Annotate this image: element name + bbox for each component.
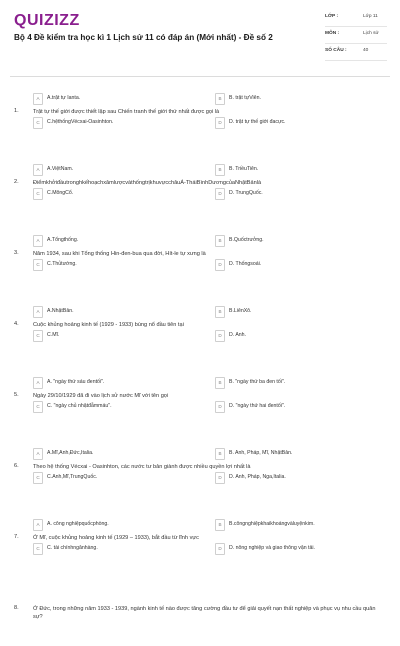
option-letter-box: A <box>33 235 43 247</box>
option-text: B.côngnghiệpkhaikhoángvàluyệnkim. <box>229 521 315 527</box>
question-text: ĐiểmkhởiđầutronghkếhoạchxâmlượcvàthốngtrịkhuvựcchâuÁ-TháiBìnhDươngcủaNhậtBảnlà <box>33 180 262 186</box>
meta-row-class <box>325 12 387 27</box>
option-letter-box: B <box>215 164 225 176</box>
option-letter-box: C <box>33 259 43 271</box>
option-letter-box: A <box>33 306 43 318</box>
document-title: Bộ 4 Đề kiểm tra học kì 1 Lịch sử 11 có đáp án (Mới nhất) - Đề số 2 <box>14 33 273 42</box>
option-text: B. TriềuTiên. <box>229 166 259 172</box>
option-text: D. "ngày thứ hai đentối". <box>229 403 286 409</box>
option-letter-box: A <box>33 377 43 389</box>
option-letter-box: C <box>33 188 43 200</box>
question-text: Ở Mĩ, cuộc khủng hoảng kinh tế (1929 – 1933), bắt đầu từ lĩnh vực <box>33 535 199 541</box>
option-text: B.Quốctrưởng. <box>229 237 264 243</box>
option-letter-box: A <box>33 164 43 176</box>
option-text: B. trật tựViên. <box>229 95 261 101</box>
option-letter-box: B <box>215 235 225 247</box>
meta-info <box>325 12 387 63</box>
question-number: 4. <box>14 321 19 327</box>
option-text: D. Anh. <box>229 332 247 338</box>
option-text: B.LiênXô. <box>229 308 252 314</box>
question-item <box>0 291 400 362</box>
option-text: C. "ngày chủ nhậtđẫmmáu". <box>47 403 112 409</box>
question-number: 5. <box>14 392 19 398</box>
option-letter-box: D <box>215 330 225 342</box>
option-text: B. "ngày thứ ba đen tối". <box>229 379 286 385</box>
option-text: C.hệthốngVécxai-Oasinhton. <box>47 119 114 125</box>
meta-key: MÔN : <box>325 31 340 36</box>
option-letter-box: C <box>33 543 43 555</box>
question-text: Cuộc khủng hoảng kinh tế (1929 - 1933) bùng nổ đầu tiên tại <box>33 322 184 328</box>
option-text: A. "ngày thứ sáu đentối". <box>47 379 105 385</box>
meta-row-subject <box>325 29 387 44</box>
question-number: 3. <box>14 250 19 256</box>
question-text: Năm 1934, sau khi Tổng thống Hin-đen-bua qua đời, Hít-le tự xưng là <box>33 251 206 257</box>
option-letter-box: B <box>215 377 225 389</box>
meta-value: Lịch sử <box>363 31 379 36</box>
option-letter-box: A <box>33 93 43 105</box>
option-letter-box: C <box>33 330 43 342</box>
option-text: A. công nghiệpquốcphòng. <box>47 521 109 527</box>
option-text: A.ViệtNam. <box>47 166 74 172</box>
option-letter-box: A <box>33 519 43 531</box>
question-text: Ngày 29/10/1929 đã đi vào lịch sử nước Mĩ với tên gọi <box>33 393 169 399</box>
question-item <box>0 78 400 149</box>
option-text: D. trật tự thế giới đacực. <box>229 119 286 125</box>
option-text: A.Tổngthống. <box>47 237 79 243</box>
option-text: D. nông nghiệp và giao thông vận tải. <box>229 545 315 551</box>
option-text: C.MôngCổ. <box>47 190 74 196</box>
question-text: Theo hệ thống Vécxai - Oasinhton, các nước tư bản giành được nhiều quyền lợi nhất là <box>33 464 251 470</box>
quizizz-logo: QUIZIZZ <box>14 12 80 29</box>
question-list <box>0 78 400 646</box>
option-letter-box: C <box>33 472 43 484</box>
option-text: C.Thủtướng. <box>47 261 77 267</box>
question-number: 8. <box>14 605 19 611</box>
option-text: D. TrungQuốc. <box>229 190 263 196</box>
option-letter-box: D <box>215 472 225 484</box>
meta-value: 40 <box>363 48 369 53</box>
option-letter-box: C <box>33 401 43 413</box>
question-text: Ở Đức, trong những năm 1933 - 1939, ngành kinh tế nào được tăng cường đầu tư để giải quyết nạn thất nghiệp và phục vụ nhu cầu quân sự? <box>33 606 376 620</box>
question-number: 1. <box>14 108 19 114</box>
option-text: B. Anh, Pháp, Mĩ, NhậtBản. <box>229 450 293 456</box>
question-item <box>0 149 400 220</box>
option-text: C. tài chínhngânhàng. <box>47 545 98 551</box>
option-text: C.Anh,Mĩ,TrungQuốc. <box>47 474 98 480</box>
option-letter-box: D <box>215 117 225 129</box>
option-text: A.Mĩ,Anh,Đức,Italia. <box>47 450 94 456</box>
question-item <box>0 362 400 433</box>
question-item <box>0 504 400 575</box>
option-letter-box: D <box>215 543 225 555</box>
option-text: C.Mĩ. <box>47 332 60 338</box>
option-letter-box: D <box>215 401 225 413</box>
option-letter-box: C <box>33 117 43 129</box>
question-item <box>0 575 400 646</box>
meta-key: LỚP : <box>325 14 339 19</box>
option-text: D. Anh, Pháp, Nga,Italia. <box>229 474 286 480</box>
question-item <box>0 433 400 504</box>
header-divider <box>10 76 390 77</box>
question-text: Trật tự thế giới được thiết lập sau Chiến tranh thế giới thứ nhất được gọi là <box>33 109 220 115</box>
option-letter-box: B <box>215 306 225 318</box>
worksheet-header <box>0 0 400 74</box>
meta-value: Lớp 11 <box>363 14 378 19</box>
question-number: 6. <box>14 463 19 469</box>
option-text: D. Thốngsoái. <box>229 261 262 267</box>
meta-row-question-count <box>325 46 387 61</box>
option-letter-box: D <box>215 259 225 271</box>
option-letter-box: B <box>215 448 225 460</box>
question-number: 7. <box>14 534 19 540</box>
question-item <box>0 220 400 291</box>
option-letter-box: B <box>215 519 225 531</box>
option-letter-box: A <box>33 448 43 460</box>
option-text: A.trật tự Ianta. <box>47 95 81 101</box>
option-text: A.NhậtBản. <box>47 308 74 314</box>
meta-key: SỐ CÂU : <box>325 48 347 53</box>
question-number: 2. <box>14 179 19 185</box>
option-letter-box: D <box>215 188 225 200</box>
option-letter-box: B <box>215 93 225 105</box>
